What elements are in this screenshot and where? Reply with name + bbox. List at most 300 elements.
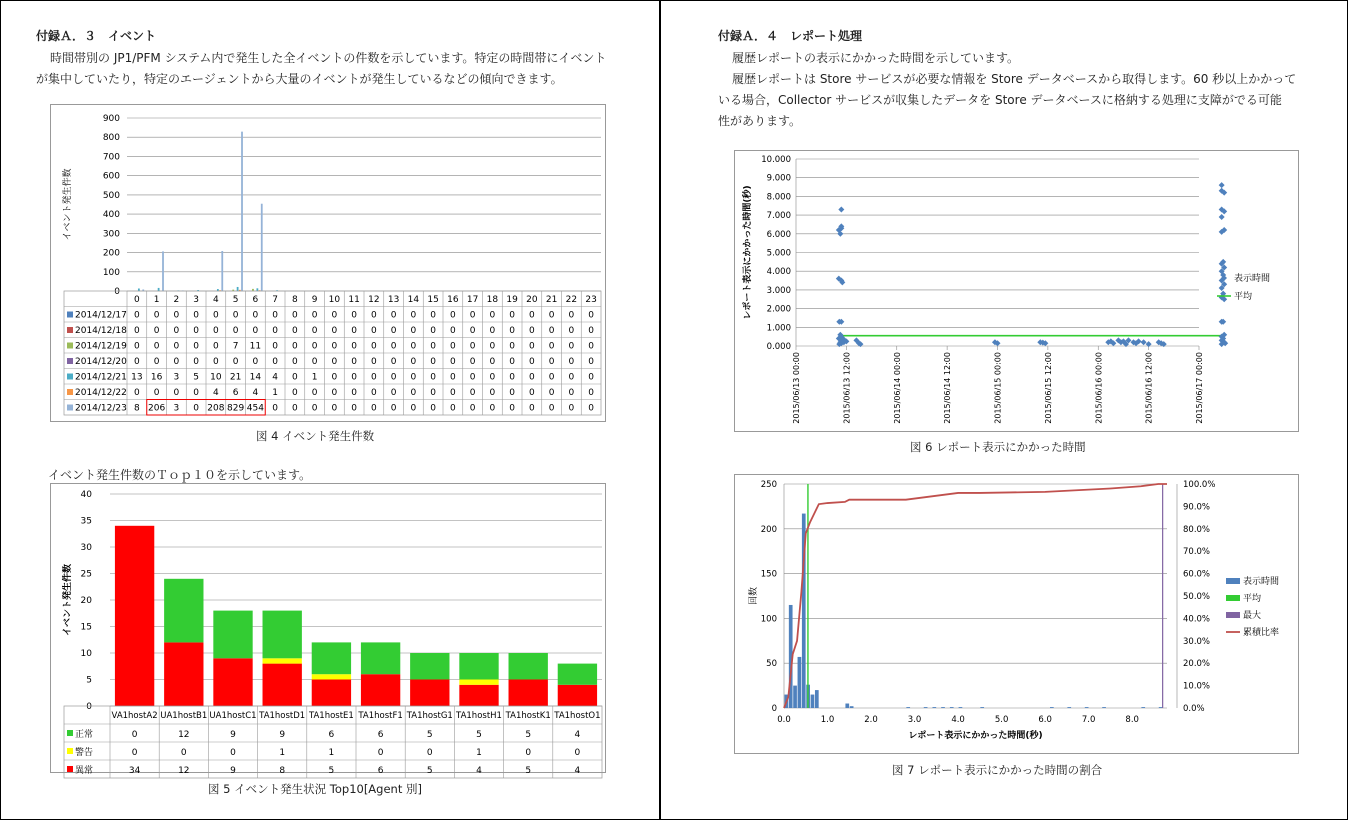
legend-swatch [67, 327, 73, 333]
table-cell: 0 [173, 388, 180, 398]
table-cell: 0 [390, 326, 397, 336]
table-cell: 0 [232, 326, 239, 336]
table-cell: 0 [410, 388, 417, 398]
legend-label: 2014/12/18 [75, 326, 127, 336]
table-cell: 0 [272, 310, 278, 321]
table-cell: 0 [371, 403, 377, 414]
x-tick-label: 5.0 [994, 715, 1009, 725]
table-cell: 0 [588, 326, 594, 336]
table-cell: 8 [279, 766, 286, 776]
paragraph-a4-line3: いる場合，Collector サービスが収集したデータを Store データベースに格納する処理に支障がでる可能 [718, 93, 1282, 107]
y-tick-label: 50 [766, 659, 777, 670]
bar [361, 642, 400, 674]
figure6-caption: 図 6 レポート表示にかかった時間 [910, 440, 1086, 454]
x-tick-label: 6 [252, 295, 259, 305]
x-tick-label: 5 [232, 295, 239, 305]
table-cell: 0 [469, 372, 476, 383]
table-cell: 6 [377, 766, 384, 776]
table-cell: 0 [548, 372, 555, 383]
table-cell: 0 [134, 310, 140, 321]
y2-tick-label: 30.0% [1183, 636, 1211, 647]
table-cell: 0 [390, 403, 397, 414]
table-cell: 0 [509, 310, 515, 321]
y-axis-label: イベント発生件数 [63, 168, 73, 241]
y-tick-label: 1.000 [766, 323, 791, 334]
table-cell: 0 [588, 310, 594, 321]
table-cell: 0 [193, 326, 199, 336]
legend-label: 2014/12/20 [75, 357, 127, 367]
table-cell: 0 [292, 341, 298, 352]
table-cell: 0 [489, 372, 496, 383]
y-axis-label: イベント発生件数 [63, 563, 73, 637]
x-tick-label: 18 [486, 295, 499, 305]
bar [1159, 707, 1163, 708]
y-tick-label: 0 [771, 704, 777, 714]
bar [164, 642, 203, 706]
table-cell: 0 [430, 403, 436, 414]
paragraph-a4-line1: 履歴レポートの表示にかかった時間を示しています。 [732, 51, 1020, 65]
x-tick-label: 14 [407, 295, 420, 305]
y2-tick-label: 100.0% [1183, 480, 1216, 490]
legend-label: 2014/12/21 [75, 372, 127, 383]
x-tick-label: 6.0 [1038, 715, 1052, 725]
legend-label: 平均 [1234, 292, 1253, 302]
table-cell: 0 [489, 341, 496, 352]
table-cell: 0 [292, 357, 298, 367]
table-cell: 0 [489, 403, 496, 414]
x-tick-label: 9 [311, 295, 318, 305]
table-cell: 0 [390, 372, 397, 383]
table-cell: 0 [311, 357, 318, 367]
x-tick-label: TA1hostH1 [456, 711, 502, 721]
table-cell: 0 [134, 388, 140, 398]
y2-tick-label: 90.0% [1183, 502, 1211, 513]
table-cell: 3 [173, 372, 180, 383]
y-tick-label: 3.000 [766, 285, 791, 296]
table-cell: 4 [476, 766, 482, 776]
y-tick-label: 700 [102, 152, 120, 163]
table-cell: 0 [272, 326, 278, 336]
bar [798, 657, 802, 708]
table-cell: 0 [131, 748, 138, 758]
y-tick-label: 9.000 [766, 173, 791, 184]
x-tick-label: UA1hostB1 [160, 711, 208, 721]
table-cell: 0 [331, 388, 338, 398]
table-cell: 0 [311, 326, 318, 336]
table-cell: 0 [410, 372, 417, 383]
table-cell: 0 [153, 310, 160, 321]
table-cell: 1 [311, 372, 318, 383]
table-cell: 0 [173, 341, 180, 352]
bar [261, 204, 263, 291]
table-cell: 0 [193, 310, 199, 321]
bar [811, 695, 815, 708]
table-cell: 0 [193, 341, 199, 352]
bar [158, 288, 160, 291]
table-cell: 0 [548, 341, 555, 352]
y-tick-label: 500 [102, 190, 120, 201]
bar [1050, 707, 1054, 708]
y-tick-label: 250 [760, 480, 777, 490]
table-cell: 0 [568, 310, 575, 321]
y-tick-label: 0.000 [766, 342, 791, 352]
x-tick-label: 2015/06/13 12:00 [842, 352, 852, 424]
table-cell: 0 [469, 403, 476, 414]
legend-label: 異常 [75, 766, 94, 776]
x-tick-label: 3.0 [907, 715, 922, 725]
table-cell: 11 [249, 341, 262, 352]
table-cell: 5 [426, 766, 433, 776]
table-cell: 0 [430, 310, 436, 321]
x-tick-label: 2.0 [864, 715, 878, 725]
legend-swatch [67, 389, 73, 395]
legend-label: 正常 [75, 730, 94, 740]
table-cell: 0 [272, 403, 278, 414]
bar [263, 658, 302, 663]
x-tick-label: VA1hostA2 [111, 711, 158, 721]
table-cell: 0 [568, 403, 575, 414]
table-cell: 0 [410, 403, 417, 414]
table-cell: 0 [450, 372, 456, 383]
table-cell: 14 [249, 372, 262, 383]
bar [213, 611, 252, 659]
legend-label: 警告 [75, 748, 94, 758]
table-cell: 0 [588, 372, 594, 383]
table-cell: 0 [173, 326, 180, 336]
x-tick-label: 2015/06/17 00:00 [1195, 352, 1204, 424]
table-cell: 0 [193, 403, 199, 414]
table-cell: 8 [134, 403, 140, 414]
table-cell: 0 [292, 403, 298, 414]
bar [459, 680, 498, 685]
x-tick-label: 0 [134, 295, 140, 305]
table-cell: 4 [252, 388, 259, 398]
legend-swatch [67, 730, 73, 736]
table-cell: 0 [153, 388, 160, 398]
table-cell: 5 [525, 730, 532, 740]
bar [459, 685, 498, 706]
bar [924, 707, 928, 708]
y2-tick-label: 20.0% [1183, 659, 1211, 670]
table-cell: 0 [292, 310, 298, 321]
legend-swatch [67, 766, 73, 772]
table-cell: 5 [426, 730, 433, 740]
bar [932, 707, 936, 708]
legend-label: 2014/12/23 [75, 403, 127, 414]
table-cell: 0 [450, 341, 456, 352]
table-cell: 0 [430, 341, 436, 352]
table-cell: 0 [450, 326, 456, 336]
table-cell: 0 [213, 326, 219, 336]
table-cell: 1 [328, 748, 335, 758]
bar [221, 251, 223, 291]
table-cell: 0 [131, 730, 138, 740]
table-cell: 0 [292, 388, 298, 398]
table-cell: 12 [178, 766, 190, 776]
table-cell: 0 [450, 310, 456, 321]
table-cell: 0 [529, 403, 535, 414]
x-tick-label: UA1hostC1 [209, 711, 257, 721]
y2-tick-label: 70.0% [1183, 547, 1211, 558]
bar [509, 653, 548, 680]
table-cell: 0 [588, 403, 594, 414]
y-tick-label: 10 [80, 649, 92, 659]
legend-label: 累積比率 [1243, 628, 1280, 638]
bar [213, 658, 252, 706]
y-tick-label: 0 [86, 702, 92, 712]
table-cell: 0 [180, 748, 187, 758]
y-tick-label: 800 [102, 133, 120, 144]
bar [312, 680, 351, 707]
y2-tick-label: 0.0% [1183, 704, 1205, 714]
bar [164, 579, 203, 643]
table-cell: 0 [173, 357, 180, 367]
table-cell: 0 [331, 341, 338, 352]
x-tick-label: 10 [328, 295, 341, 305]
table-cell: 0 [426, 748, 433, 758]
bar [959, 707, 963, 708]
table-cell: 0 [469, 341, 476, 352]
x-tick-label: TA1hostO1 [554, 711, 601, 721]
legend-swatch [67, 358, 73, 364]
table-cell: 0 [548, 310, 555, 321]
bar [906, 707, 910, 708]
table-cell: 0 [351, 372, 357, 383]
table-cell: 5 [476, 730, 482, 740]
table-cell: 1 [476, 748, 482, 758]
table-cell: 0 [272, 341, 278, 352]
table-cell: 0 [134, 357, 140, 367]
table-cell: 0 [213, 357, 219, 367]
x-tick-label: 11 [348, 295, 360, 305]
table-cell: 0 [331, 326, 338, 336]
bar [312, 642, 351, 674]
table-cell: 0 [371, 372, 377, 383]
table-cell: 5 [193, 372, 199, 383]
table-cell: 6 [377, 730, 384, 740]
bar [410, 680, 449, 707]
table-cell: 454 [246, 403, 264, 414]
table-cell: 0 [193, 388, 199, 398]
report-time-scatter [734, 150, 1299, 432]
y-tick-label: 0 [114, 287, 120, 297]
table-cell: 0 [509, 403, 515, 414]
y-axis-label: 回数 [749, 586, 759, 606]
report-time-histogram [734, 474, 1299, 754]
x-tick-label: 16 [447, 295, 459, 305]
paragraph-a3-line2: が集中していたり，特定のエージェントから大量のイベントが発生しているなどの傾向できます。 [36, 72, 563, 86]
table-cell: 0 [351, 310, 357, 321]
table-cell: 0 [548, 388, 555, 398]
legend-swatch [67, 312, 73, 318]
bar [115, 526, 154, 706]
x-tick-label: 4.0 [951, 715, 965, 725]
x-tick-label: 13 [387, 295, 400, 305]
y-tick-label: 25 [80, 569, 92, 580]
section-heading-a3: 付録Ａ．３ イベント [36, 29, 157, 43]
y-tick-label: 100 [760, 614, 777, 625]
table-cell: 0 [153, 357, 160, 367]
table-cell: 0 [469, 326, 476, 336]
paragraph-a4-line4: 性があります。 [718, 114, 802, 128]
bar [237, 287, 239, 291]
x-tick-label: 2015/06/14 12:00 [943, 352, 953, 424]
legend-swatch [67, 374, 73, 380]
x-tick-label: 2015/06/14 00:00 [892, 352, 902, 424]
table-cell: 0 [489, 326, 496, 336]
table-cell: 0 [410, 326, 417, 336]
bar [263, 664, 302, 706]
bar [459, 653, 498, 680]
x-tick-label: 3 [193, 295, 199, 305]
table-cell: 4 [213, 388, 219, 398]
x-tick-label: 1.0 [820, 715, 835, 725]
y-tick-label: 8.000 [766, 192, 791, 203]
table-cell: 0 [232, 357, 239, 367]
table-cell: 0 [153, 341, 160, 352]
y2-tick-label: 80.0% [1183, 524, 1211, 535]
table-cell: 0 [311, 310, 318, 321]
y2-tick-label: 40.0% [1183, 614, 1211, 625]
bar [793, 686, 797, 708]
bar [312, 674, 351, 679]
legend-label: 最大 [1243, 611, 1262, 621]
table-cell: 4 [574, 730, 581, 740]
table-cell: 5 [525, 766, 532, 776]
table-cell: 0 [311, 388, 318, 398]
y-tick-label: 400 [102, 210, 120, 221]
y-tick-label: 30 [80, 543, 92, 553]
table-cell: 208 [207, 403, 225, 414]
legend-label: 平均 [1243, 594, 1262, 604]
table-cell: 0 [311, 341, 318, 352]
y-axis-label: レポート表示にかかった時間(秒) [743, 185, 753, 320]
x-tick-label: TA1hostF1 [358, 711, 403, 721]
x-tick-label: 22 [565, 295, 578, 305]
bar [1141, 707, 1145, 708]
table-cell: 0 [371, 310, 377, 321]
table-cell: 0 [311, 403, 318, 414]
table-cell: 829 [227, 403, 245, 414]
y2-tick-label: 50.0% [1183, 592, 1211, 602]
table-cell: 0 [134, 326, 140, 336]
x-tick-label: 2015/06/15 00:00 [993, 352, 1003, 424]
table-cell: 0 [450, 388, 456, 398]
table-cell: 0 [568, 326, 575, 336]
legend-label: 2014/12/19 [75, 341, 127, 352]
y-tick-label: 5 [86, 675, 92, 686]
bar [241, 132, 243, 291]
bar [361, 674, 400, 706]
table-cell: 0 [529, 372, 535, 383]
table-cell: 0 [529, 388, 535, 398]
table-cell: 0 [548, 403, 555, 414]
x-tick-label: 21 [545, 295, 558, 305]
bar [1102, 707, 1106, 708]
figure4-caption: 図 4 イベント発生件数 [256, 429, 375, 443]
x-tick-label: 8.0 [1125, 715, 1139, 725]
table-cell: 5 [328, 766, 335, 776]
y-tick-label: 900 [102, 114, 120, 124]
table-cell: 0 [331, 403, 338, 414]
table-cell: 0 [371, 326, 377, 336]
y-tick-label: 10.000 [761, 155, 791, 165]
x-tick-label: 20 [526, 295, 538, 305]
x-tick-label: 7.0 [1081, 715, 1096, 725]
table-cell: 0 [430, 357, 436, 367]
table-cell: 6 [232, 388, 239, 398]
y-tick-label: 7.000 [766, 211, 791, 222]
legend-marker [1226, 612, 1240, 618]
table-cell: 0 [529, 357, 535, 367]
x-tick-label: 2015/06/15 12:00 [1043, 352, 1053, 424]
table-cell: 0 [351, 403, 357, 414]
table-cell: 0 [292, 372, 298, 383]
bar [263, 611, 302, 659]
table-cell: 0 [568, 372, 575, 383]
table-cell: 0 [588, 357, 594, 367]
y2-tick-label: 10.0% [1183, 681, 1211, 692]
table-cell: 0 [529, 326, 535, 336]
table-cell: 0 [469, 310, 476, 321]
table-cell: 0 [252, 326, 259, 336]
table-cell: 206 [148, 403, 166, 414]
table-cell: 13 [131, 372, 143, 383]
y2-tick-label: 60.0% [1183, 569, 1211, 580]
table-cell: 0 [232, 310, 239, 321]
bar [410, 653, 449, 680]
y-tick-label: 5.000 [766, 248, 791, 259]
event-count-chart [50, 104, 606, 422]
table-cell: 0 [489, 388, 496, 398]
x-tick-label: 8 [292, 295, 298, 305]
x-axis-label: レポート表示にかかった時間(秒) [908, 731, 1043, 741]
table-cell: 6 [328, 730, 335, 740]
table-cell: 0 [509, 341, 515, 352]
x-tick-label: 19 [506, 295, 518, 305]
chart-border [735, 151, 1299, 432]
legend-label: 2014/12/22 [75, 388, 127, 398]
table-cell: 0 [548, 326, 555, 336]
bar [256, 288, 258, 291]
table-cell: 0 [489, 310, 496, 321]
table-cell: 0 [390, 357, 397, 367]
bar [138, 289, 140, 291]
bar [950, 707, 954, 708]
table-cell: 0 [529, 341, 535, 352]
table-cell: 34 [128, 766, 141, 776]
x-tick-label: 2 [173, 295, 180, 305]
table-cell: 0 [509, 388, 515, 398]
table-cell: 0 [430, 372, 436, 383]
legend-swatch [67, 405, 73, 411]
table-cell: 0 [568, 357, 575, 367]
bar [1067, 707, 1071, 708]
y-tick-label: 35 [80, 516, 92, 527]
table-cell: 1 [279, 748, 286, 758]
x-tick-label: 23 [585, 295, 597, 305]
table-cell: 1 [272, 388, 278, 398]
table-cell: 9 [230, 766, 236, 776]
bar [850, 706, 854, 708]
legend-label: 表示時間 [1234, 274, 1271, 284]
table-cell: 0 [153, 326, 160, 336]
paragraph-a4-line2: 履歴レポートは Store サービスが必要な情報を Store データベースから取得します。60 秒以上かかって [732, 72, 1297, 86]
bar [980, 707, 984, 708]
table-cell: 3 [173, 403, 180, 414]
section-heading-a4: 付録Ａ．４ レポート処理 [718, 29, 863, 43]
x-tick-label: 2015/06/13 00:00 [792, 352, 801, 424]
